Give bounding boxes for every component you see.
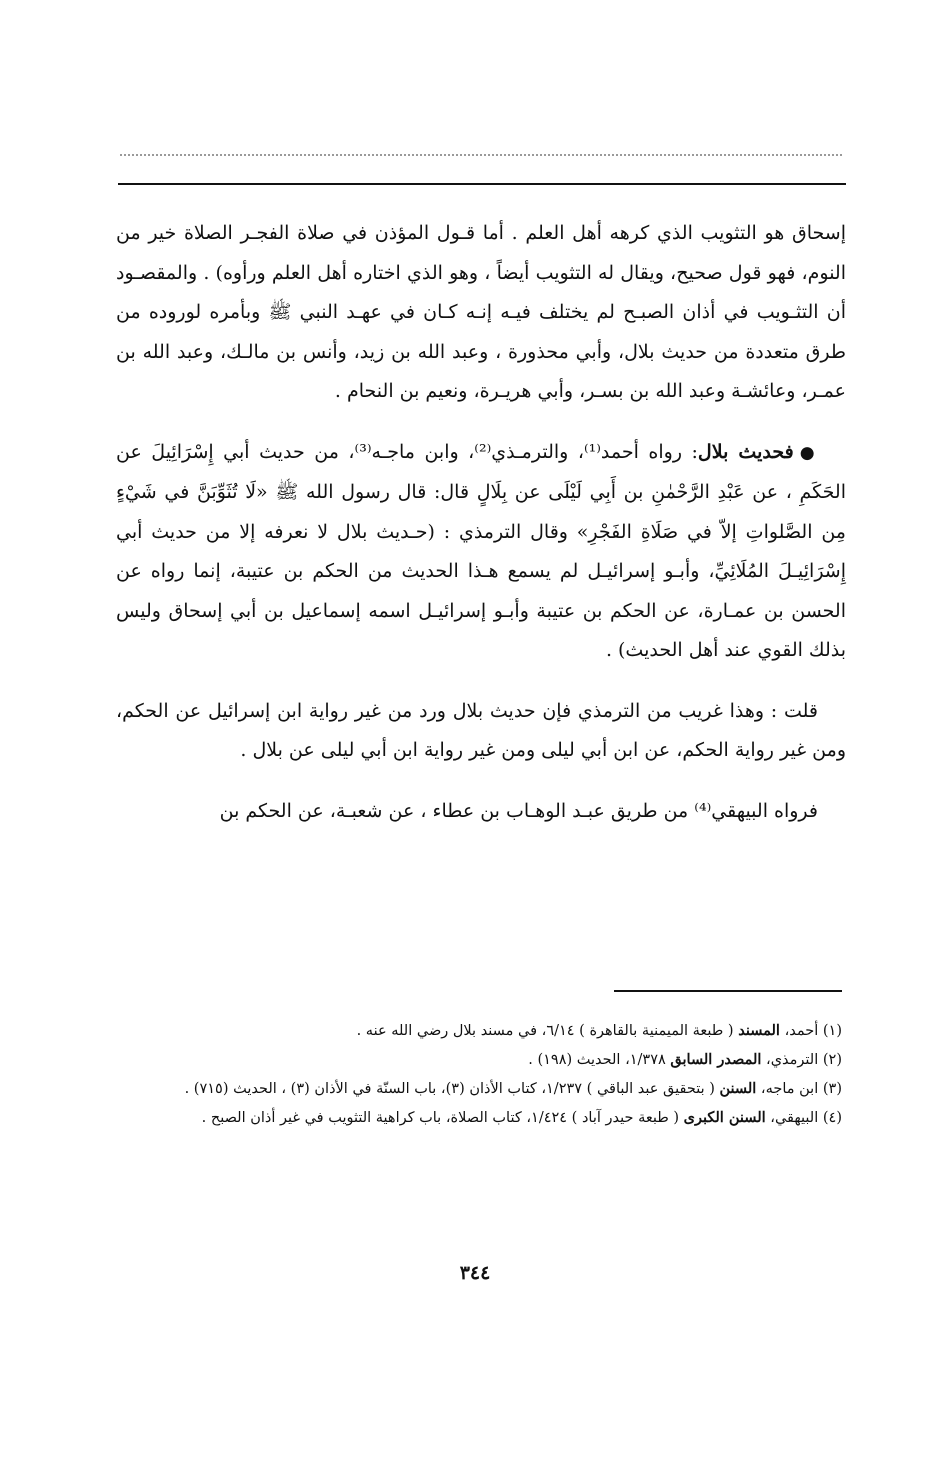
footnote-author: أحمد،	[779, 1023, 823, 1039]
footnote-author: البيهقي،	[765, 1110, 823, 1126]
footnote-number: (٤)	[822, 1110, 842, 1126]
footnote-number: (٣)	[822, 1081, 842, 1097]
footnote-book-title: المصدر السابق	[670, 1051, 762, 1068]
paragraph-2-heading: فحديث بلال	[697, 440, 794, 463]
page-number: ٣٤٤	[459, 1262, 491, 1284]
paragraph-2	[116, 433, 846, 671]
footnote-4	[116, 1105, 842, 1131]
paragraph-2-text: : رواه أحمد⁽¹⁾، والترمـذي⁽²⁾، وابن ماجـه⁽³⁾، من حديث أبي إِسْرَائِيلَ عن الحَكَمِ ، عن عَبْدِ الرَّحْمٰنِ بن أَبِي لَيْلَى عن بِلَالٍ قال: قال رسول الله ﷺ «لَا تُثَوِّبَنَّ في شَيْءٍ مِن الصَّلواتِ إلاّ في صَلَاةِ الفَجْرِ» وقال الترمذي : (حـديث بلال لا نعرفه إلا من حديث أبي إِسْرَائِيـلَ المُلَائِيِّ، وأبـو إسرائيـل لم يسمع هـذا الحديث من الحكم بن عتيبة، إنما رواه عن الحسن بن عمـارة، عن الحكم بن عتيبة وأبـو إسرائيـل اسمه إسماعيل بن أبي إسحاق وليس بذلك القوي عند أهل الحديث) .	[116, 440, 846, 661]
footnote-book-title: السنن الكبرى	[683, 1109, 766, 1126]
footnote-rule	[614, 990, 842, 992]
main-text	[116, 214, 846, 852]
footnote-reference: ( طبعة حيدر آباد ) ١/٤٢٤، كتاب الصلاة، باب كراهية التثويب في غير أذان الصبح .	[201, 1110, 684, 1126]
bullet-icon: ●	[799, 442, 819, 463]
header-solid-rule	[118, 183, 846, 185]
footnotes	[116, 1018, 842, 1134]
footnote-author: الترمذي،	[761, 1052, 823, 1068]
footnote-reference: ( طبعة الميمنية بالقاهرة ) ٦/١٤، في مسند بلال رضي الله عنه .	[356, 1023, 739, 1039]
footnote-author: ابن ماجه،	[756, 1081, 823, 1097]
footnote-book-title: المسند	[738, 1022, 780, 1039]
paragraph-1: إسحاق هو التثويب الذي كرهه أهل العلم . أما قـول المؤذن في صلاة الفجـر الصلاة خير من النوم، فهو قول صحيح، ويقال له التثويب أيضاً ، وهو الذي اختاره أهل العلم ورأوه) . والمقصـود أن التثـويب في أذان الصبـح لم يختلف فيـه إنـه كـان في عهـد النبي ﷺ وبأمره لوروده من طرق متعددة من حديث بلال، وأبي محذورة ، وعبد الله بن زيد، وأنس بن مالـك، وعبد الله بن عمـر، وعائشـة وعبد الله بن بسـر، وأبي هريـرة، ونعيم بن النحام .	[116, 222, 846, 402]
footnote-reference: ١/٣٧٨، الحديث (١٩٨) .	[528, 1052, 671, 1068]
footnote-2	[116, 1047, 842, 1073]
footnote-book-title: السنن	[719, 1080, 757, 1097]
footnote-1	[116, 1018, 842, 1044]
paragraph-4: فرواه البيهقي⁽⁴⁾ من طريق عبـد الوهـاب بن عطاء ، عن شعبـة، عن الحكم بن	[219, 799, 818, 822]
header-dotted-rule	[120, 154, 842, 156]
paragraph-3: قلت : وهذا غريب من الترمذي فإن حديث بلال ورد من غير رواية ابن إسرائيل عن الحكم، ومن غير رواية الحكم، عن ابن أبي ليلى ومن غير رواية ابن أبي ليلى عن بلال .	[116, 699, 846, 761]
footnote-number: (٢)	[822, 1052, 842, 1068]
footnote-3	[116, 1076, 842, 1102]
footnote-number: (١)	[822, 1023, 842, 1039]
footnote-reference: ( بتحقيق عبد الباقي ) ١/٢٣٧، كتاب الأذان (٣)، باب السنّة في الأذان (٣) ، الحديث (٧١٥) .	[184, 1081, 720, 1097]
